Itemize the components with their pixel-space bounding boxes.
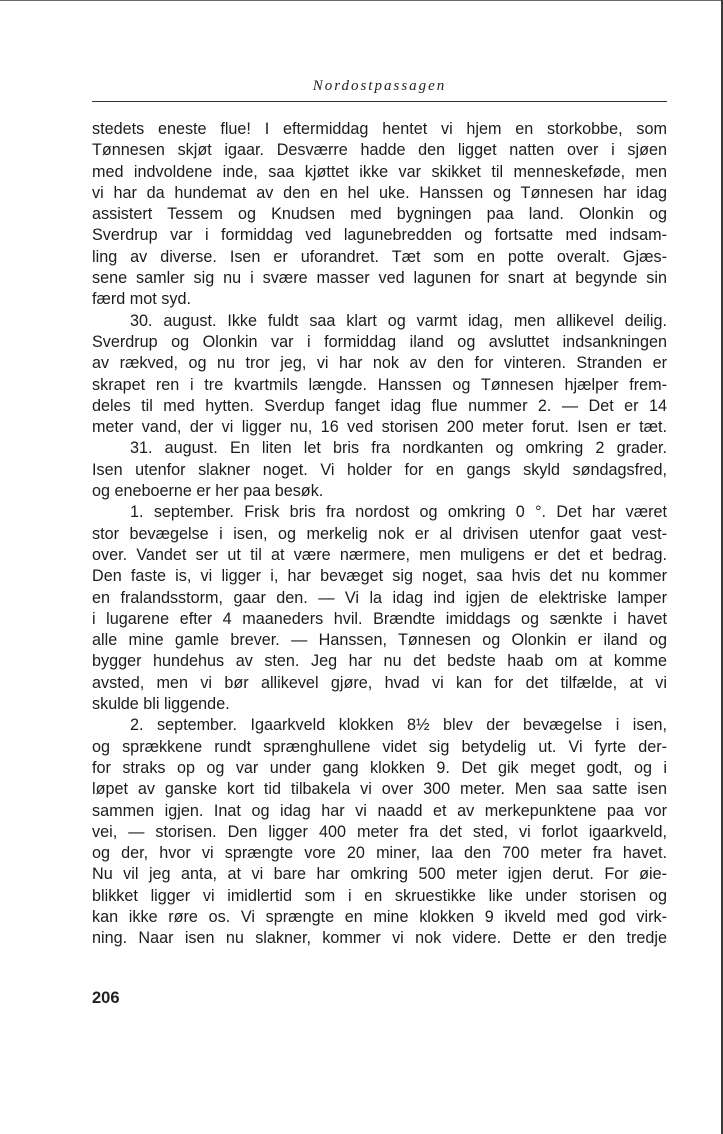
text-line: Den faste is, vi ligger i, har bevæget sig noget, saa hvis det nu kommer <box>92 567 667 586</box>
text-line: vei, — storisen. Den ligger 400 meter fra det sted, vi forlot igaarkveld, <box>92 822 667 841</box>
text-line: i lugarene efter 4 maaneders hvil. Brændte imiddags og sænkte i havet <box>92 609 667 628</box>
text-line-paragraph-start: 31. august. En liten let bris fra nordkanten og omkring 2 grader. <box>130 439 667 458</box>
text-line: Isen utenfor slakner noget. Vi holder for en gangs skyld søndagsfred, <box>92 460 667 479</box>
text-line: og sprækkene rundt sprænghullene videt sig betydelig ut. Vi fyrte der- <box>92 737 667 756</box>
text-line: deles til med hytten. Sverdup fanget idag flue nummer 2. — Det er 14 <box>92 396 667 415</box>
text-line: Tønnesen skjøt igaar. Desværre hadde den ligget natten over i sjøen <box>92 141 667 160</box>
text-line: løpet av ganske kort tid tilbakela vi over 300 meter. Men saa satte isen <box>92 780 667 799</box>
text-line-paragraph-start: 1. september. Frisk bris fra nordost og omkring 0 °. Det har været <box>130 503 667 522</box>
text-line: færd mot syd. <box>92 290 191 309</box>
text-line: en fralandsstorm, gaar den. — Vi la idag ind igjen de elektriske lamper <box>92 588 667 607</box>
text-line: skrapet ren i tre kvartmils længde. Hanssen og Tønnesen hjælper frem- <box>92 375 667 394</box>
text-line: stedets eneste flue! I eftermiddag hentet vi hjem en storkobbe, som <box>92 120 667 138</box>
text-line: Sverdrup var i formiddag ved lagunebredden og fortsatte med indsam- <box>92 226 667 245</box>
text-line: ling av diverse. Isen er uforandret. Tæt som en potte overalt. Gjæs- <box>92 247 667 266</box>
text-line: sammen igjen. Inat og idag har vi naadd et av merkepunktene paa vor <box>92 801 667 820</box>
text-line: avsted, men vi bør allikevel gjøre, hvad vi kan for det tilfælde, at vi <box>92 673 667 692</box>
header-rule <box>92 101 667 102</box>
text-line: Nu vil jeg anta, at vi bare har omkring 500 meter igjen derut. For øie- <box>92 865 667 884</box>
running-head: Nordostpassagen <box>312 78 447 94</box>
text-line-paragraph-start: 30. august. Ikke fuldt saa klart og varmt idag, men allikevel deilig. <box>130 311 667 330</box>
body-text <box>92 119 667 950</box>
text-line: og eneboerne er her paa besøk. <box>92 482 324 501</box>
text-line: sene samler sig nu i svære masser ved lagunen for snart at begynde sin <box>92 269 667 288</box>
text-line: med indvoldene inde, saa kjøttet ikke var skikket til menneskeføde, men <box>92 162 667 181</box>
text-line: assistert Tessem og Knudsen med bygningen paa land. Olonkin og <box>92 205 667 224</box>
text-line: bygger hundehus av sten. Jeg har nu det bedste haab om at komme <box>92 652 667 671</box>
text-line: vi har da hundemat av den en hel uke. Hanssen og Tønnesen har idag <box>92 183 667 202</box>
text-line: for straks op og var under gang klokken 9. Det gik meget godt, og i <box>92 758 667 777</box>
text-line: av rækved, og nu tror jeg, vi har nok av den for vinteren. Stranden er <box>92 354 667 373</box>
text-line: over. Vandet ser ut til at være nærmere, men muligens er det et bedrag. <box>92 545 667 564</box>
text-line: og der, hvor vi sprængte vore 20 miner, laa den 700 meter fra havet. <box>92 844 667 863</box>
text-line: alle mine gamle brever. — Hanssen, Tønnesen og Olonkin er iland og <box>92 631 667 650</box>
text-line-paragraph-start: 2. september. Igaarkveld klokken 8½ blev der bevægelse i isen, <box>130 716 667 735</box>
text-line: stor bevægelse i isen, og merkelig nok er al drivisen utenfor gaat vest- <box>92 524 667 543</box>
text-line: blikket ligger vi imidlertid som i en skruestikke like under storisen og <box>92 886 667 905</box>
page-edge-top <box>0 0 723 1</box>
text-line: ning. Naar isen nu slakner, kommer vi nok videre. Dette er den tredje <box>92 929 667 948</box>
page-number: 206 <box>92 989 120 1007</box>
text-line: Sverdrup og Olonkin var i formiddag iland og avsluttet indsankningen <box>92 332 667 351</box>
text-line: meter vand, der vi ligger nu, 16 ved storisen 200 meter forut. Isen er tæt. <box>92 418 667 437</box>
text-line: skulde bli liggende. <box>92 695 230 714</box>
text-line: kan ikke røre os. Vi sprængte en mine klokken 9 ikveld med god virk- <box>92 907 667 926</box>
